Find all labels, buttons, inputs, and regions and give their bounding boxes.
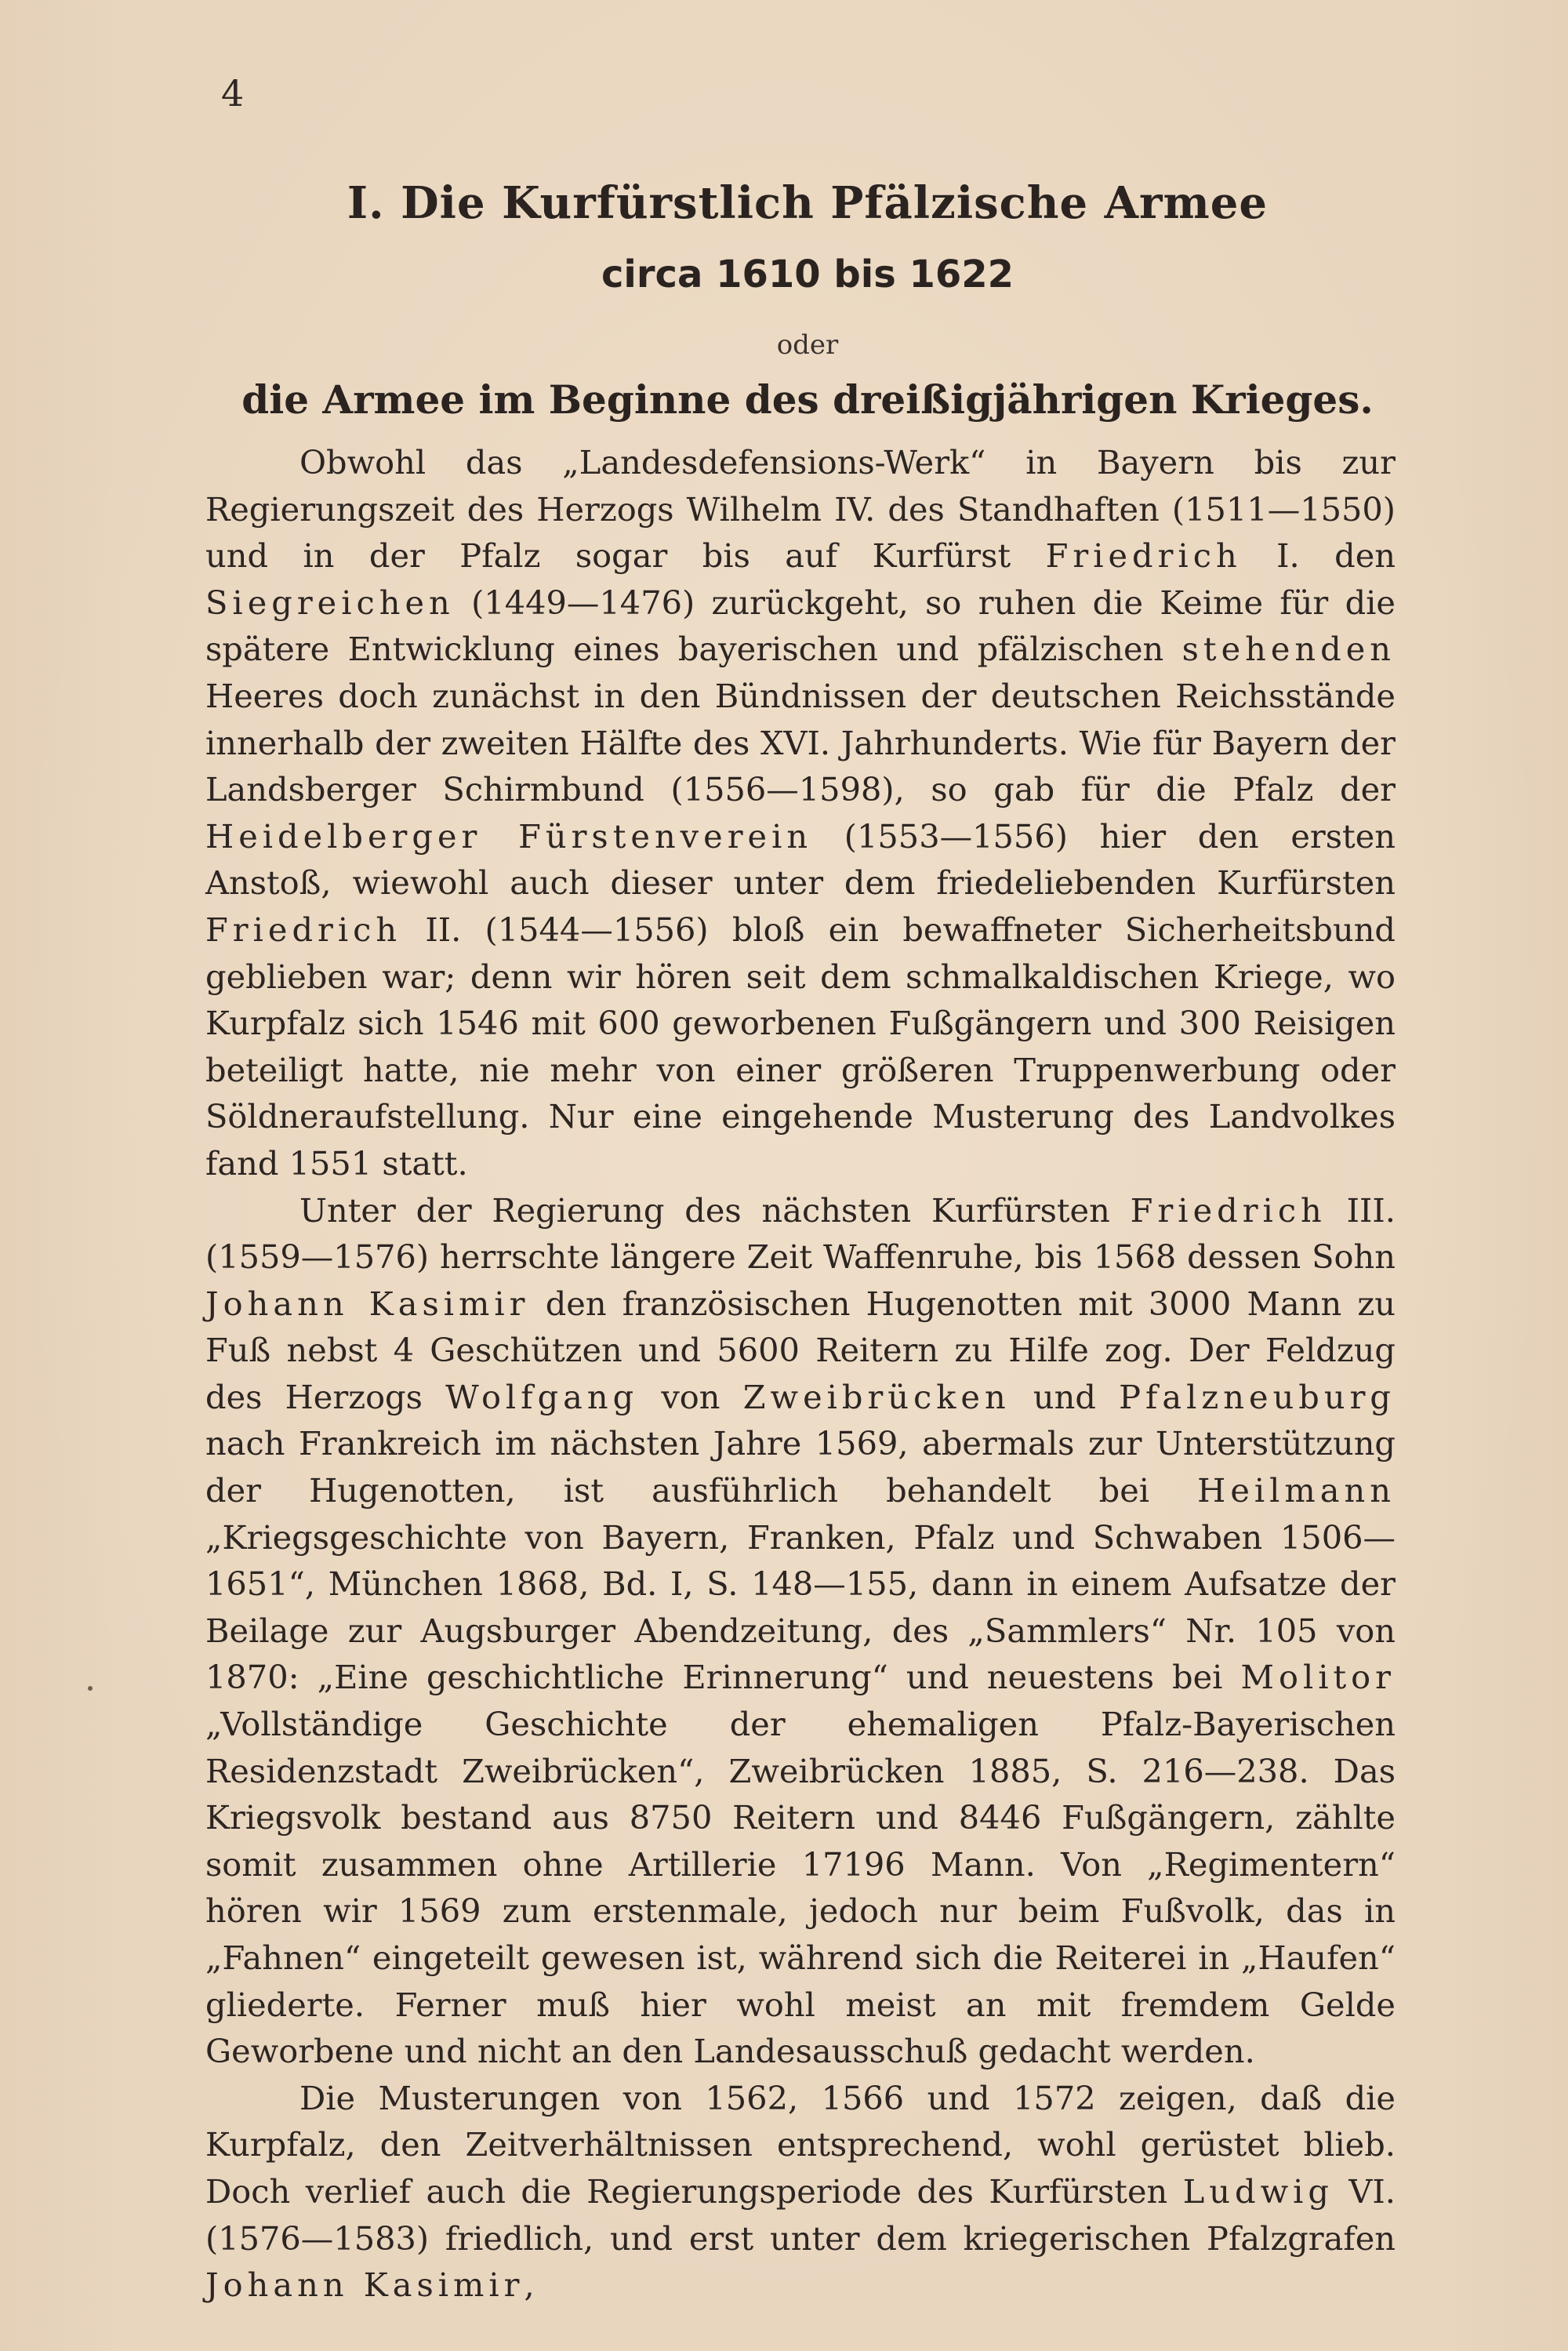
spaced-name: Ludwig bbox=[1182, 2171, 1334, 2211]
spaced-name: Heidelberger Fürstenverein bbox=[205, 816, 813, 856]
page-number: 4 bbox=[221, 72, 245, 114]
paragraph-3 bbox=[205, 2075, 1396, 2309]
text-segment: , bbox=[524, 2266, 535, 2305]
text-segment: von bbox=[638, 1377, 743, 1416]
paragraph-2 bbox=[205, 1187, 1396, 2075]
text-segment: (1449—1476) zurückgeht, so ruhen die Keime für die spätere Entwicklung eines bayerischen und pfälzischen bbox=[205, 583, 1396, 669]
chapter-title: I. Die Kurfürstlich Pfälzische Armee bbox=[347, 177, 1269, 229]
text-segment: „Vollständige Geschichte der ehemaligen Pfalz-Bayerischen Residenzstadt Zweibrücken“, Zweibrücken 1885, S. 216—238. Das Kriegsvolk bestand aus 8750 Reitern und 8446 Fußgängern, zählte somit zusammen ohne Artillerie 17196 Mann. Von „Regimentern“ hören wir 1569 zum erstenmale, jedoch nur beim Fußvolk, das in „Fahnen“ eingeteilt gewesen ist, während sich die Reiterei in „Haufen“ gliederte. Ferner muß hier wohl meist an mit fremdem Gelde Geworbene und nicht an den Landesausschuß gedacht werden. bbox=[205, 1705, 1396, 2071]
spaced-name: Johann Kasimir bbox=[205, 1284, 530, 1323]
text-segment: Die Musterungen von 1562, 1566 und 1572 zeigen, daß die Kurpfalz, den Zeitverhältnissen entsprechend, wohl gerüstet blieb. Doch verlief auch die Regierungsperiode des Kurfürsten bbox=[205, 2078, 1396, 2211]
text-segment: Heeres doch zunächst in den Bündnissen der deutschen Reichsstände innerhalb der zweiten Hälfte des XVI. Jahrhunderts. Wie für Bayern der Landsberger Schirmbund (1556—1598), so gab für die Pfalz der bbox=[205, 676, 1396, 809]
text-segment: I. den bbox=[1241, 536, 1396, 576]
spaced-name: Friedrich bbox=[1045, 536, 1242, 576]
spaced-name: Siegreichen bbox=[205, 583, 455, 622]
text-segment: Obwohl das „Landesdefensions-Werk“ in Bayern bis zur Regierungszeit des Herzogs Wilhelm IV. des Standhaften (1511—1550) und in der Pfalz sogar bis auf Kurfürst bbox=[205, 443, 1396, 576]
paragraph-1 bbox=[205, 439, 1396, 1187]
text-segment: (1553—1556) hier den ersten Anstoß, wiewohl auch dieser unter dem friedeliebenden Kurfürsten bbox=[205, 816, 1396, 903]
spaced-name: Pfalzneuburg bbox=[1119, 1377, 1396, 1416]
chapter-title-dates: circa 1610 bis 1622 bbox=[601, 253, 1014, 296]
text-segment: „Kriegsgeschichte von Bayern, Franken, Pfalz und Schwaben 1506—1651“, München 1868, Bd. I, S. 148—155, dann in einem Aufsatze der Beilage zur Augsburger Abendzeitung, des „Sammlers“ Nr. 105 von 1870: „Eine geschichtliche Erinnerung“ und neuestens bei bbox=[205, 1517, 1396, 1697]
body-text bbox=[205, 439, 1396, 2309]
spaced-name: Molitor bbox=[1240, 1658, 1396, 1697]
spaced-name: Zweibrücken bbox=[742, 1377, 1011, 1416]
text-segment: den französischen Hugenotten mit 3000 Mann zu Fuß nebst 4 Geschützen und 5600 Reitern zu Hilfe zog. Der Feldzug des Herzogs bbox=[205, 1284, 1396, 1416]
spaced-name: Wolfgang bbox=[445, 1377, 639, 1416]
text-segment: II. (1544—1556) bloß ein bewaffneter Sicherheitsbund geblieben war; denn wir hören seit dem schmalkaldischen Kriege, wo Kurpfalz sich 1546 mit 600 geworbenen Fußgängern und 300 Reisigen beteiligt hatte, nie mehr von einer größeren Truppenwerbung oder Söldneraufstellung. Nur eine eingehende Musterung des Landvolkes fand 1551 statt. bbox=[205, 910, 1396, 1183]
chapter-subtitle: die Armee im Beginne des dreißigjährigen Krieges. bbox=[241, 376, 1374, 423]
spaced-word: stehenden bbox=[1181, 630, 1396, 669]
chapter-title-connector: oder bbox=[776, 329, 839, 361]
text-segment: und bbox=[1010, 1377, 1120, 1416]
text-segment: III. (1559—1576) herrschte längere Zeit Waffenruhe, bis 1568 dessen Sohn bbox=[205, 1190, 1396, 1277]
spaced-name: Friedrich bbox=[1130, 1190, 1327, 1230]
text-segment: VI. (1576—1583) friedlich, und erst unter dem kriegerischen Pfalzgrafen bbox=[205, 2171, 1396, 2258]
text-segment: nach Frankreich im nächsten Jahre 1569, abermals zur Unterstützung der Hugenotten, ist ausführlich behandelt bei bbox=[205, 1424, 1396, 1510]
spaced-name: Johann Kasimir bbox=[205, 2266, 524, 2305]
text-segment: Unter der Regierung des nächsten Kurfürsten bbox=[299, 1190, 1131, 1230]
spaced-name: Friedrich bbox=[205, 910, 402, 949]
spaced-name: Heilmann bbox=[1197, 1471, 1396, 1510]
margin-speck bbox=[88, 1686, 93, 1691]
